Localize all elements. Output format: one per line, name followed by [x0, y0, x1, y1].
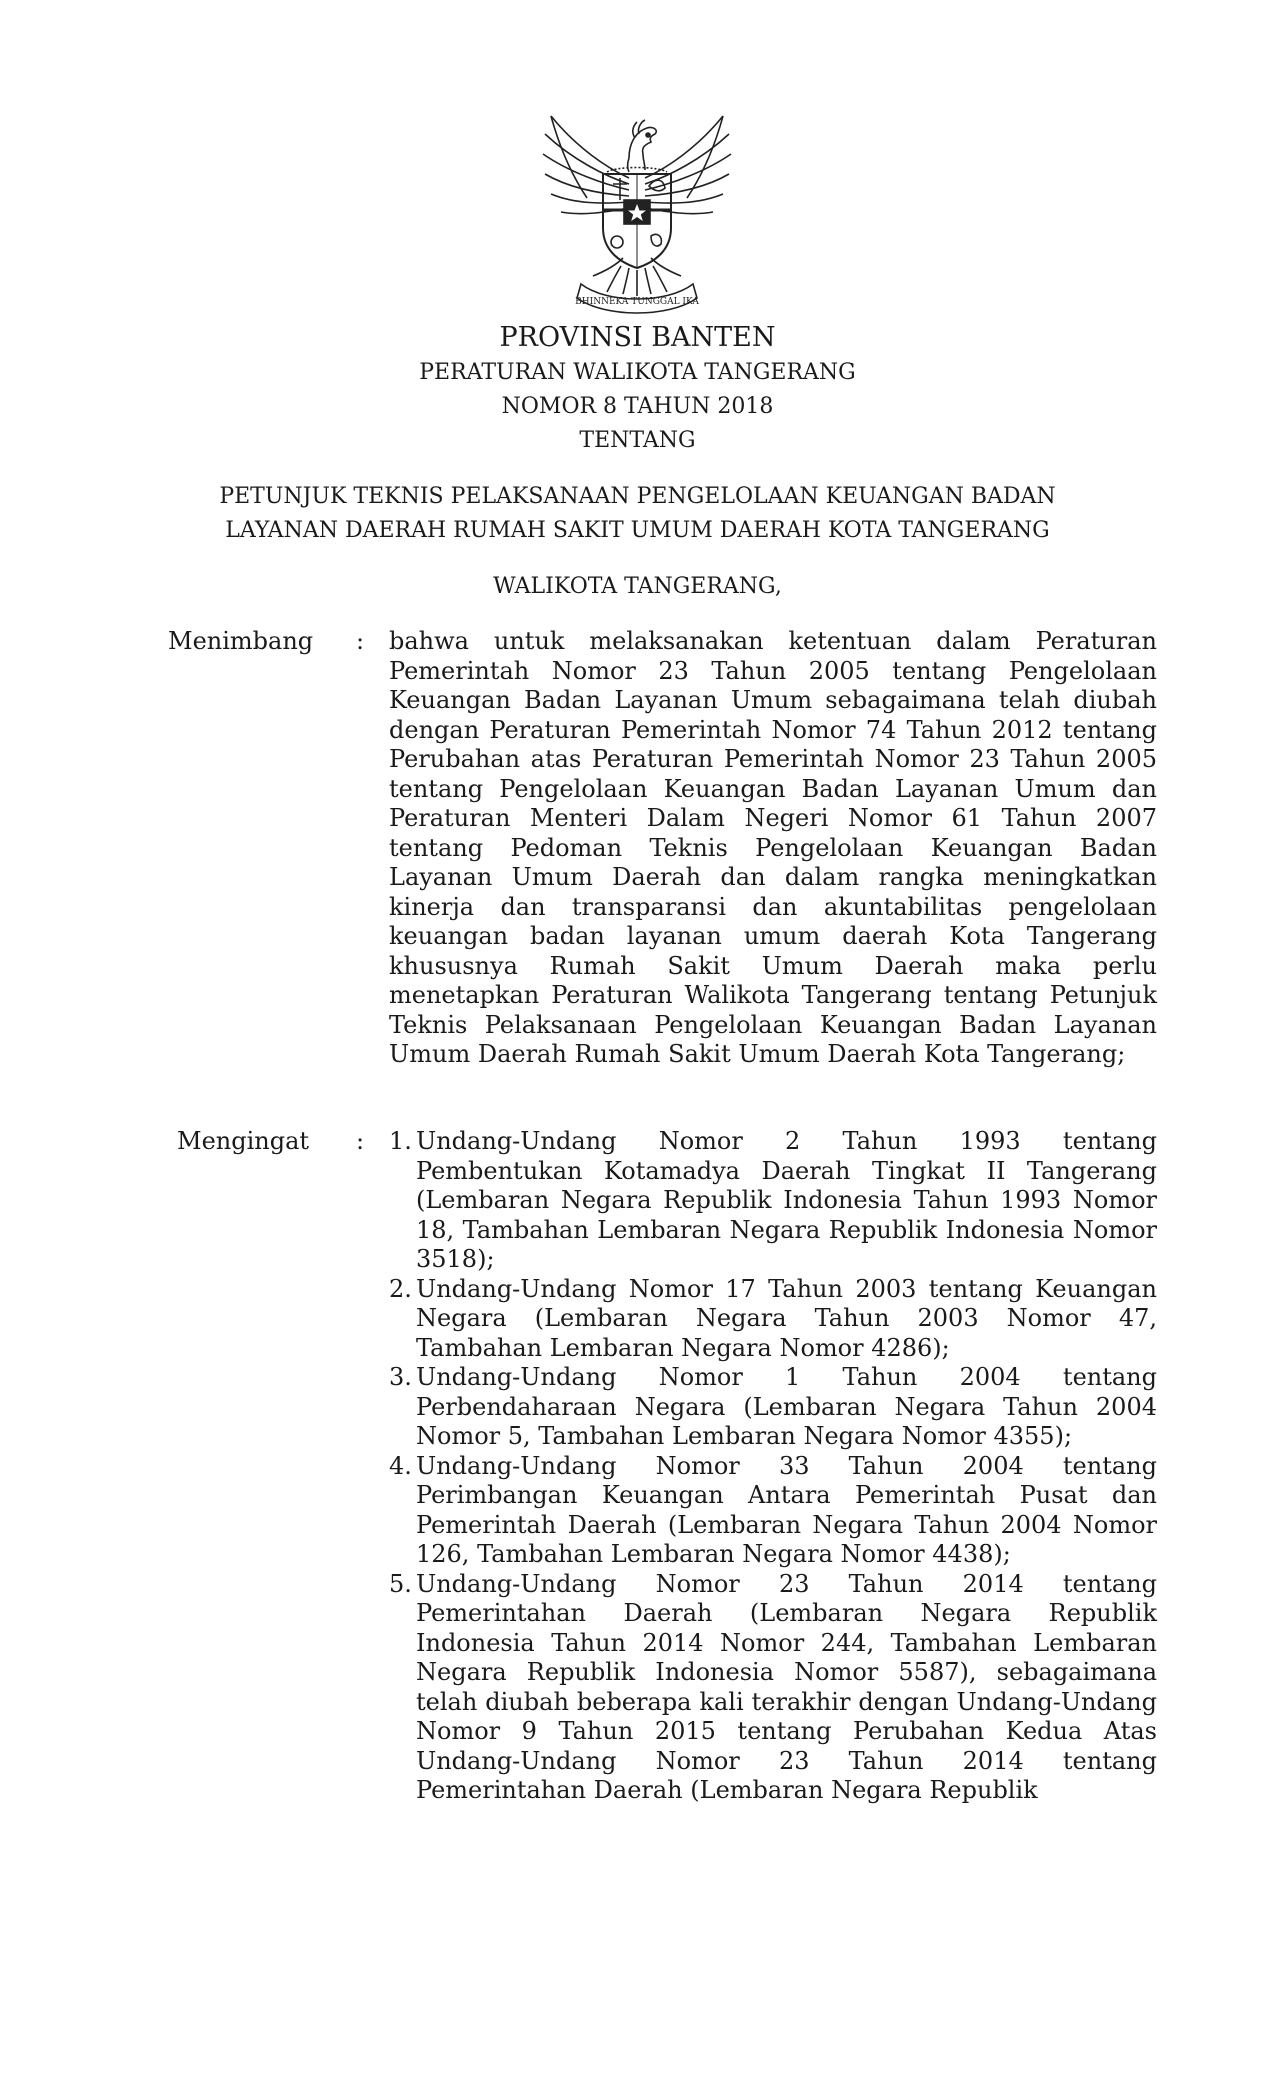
list-item-text: Undang-Undang Nomor 23 Tahun 2014 tentang Pemerintahan Daerah (Lembaran Negara Republik Indonesia Tahun 2014 Nomor 244, Tambahan Lembaran Negara Republik Indonesia Nomor 5587), sebagaimana telah diubah beberapa kali terakhir dengan Undang-Undang Nomor 9 Tahun 2015 tentang Perubahan Kedua Atas Undang-Undang Nomor 23 Tahun 2014 tentang Pemerintahan Daerah (Lembaran Negara Republik	[416, 1569, 1157, 1804]
menimbang-label: Menimbang	[168, 627, 314, 655]
regulation-number: NOMOR 8 TAHUN 2018	[501, 394, 774, 419]
regulation-subject-line-1: PETUNJUK TEKNIS PELAKSANAAN PENGELOLAAN KEUANGAN BADAN	[219, 484, 1056, 509]
emblem-motto: BHINNEKA TUNGGAL IKA	[575, 297, 699, 307]
mengingat-label: Mengingat	[177, 1127, 310, 1155]
list-item	[389, 1570, 1157, 1806]
list-item-number: 1.	[389, 1127, 412, 1155]
regulation-title: PERATURAN WALIKOTA TANGERANG	[419, 360, 856, 385]
list-item	[389, 1452, 1157, 1570]
list-item-number: 5.	[389, 1569, 412, 1598]
list-item-text: Undang-Undang Nomor 1 Tahun 2004 tentang Perbendaharaan Negara (Lembaran Negara Tahun 2004 Nomor 5, Tambahan Lembaran Negara Nomor 4355);	[416, 1363, 1157, 1450]
list-item-text: Undang-Undang Nomor 33 Tahun 2004 tentang Perimbangan Keuangan Antara Pemerintah Pusat dan Pemerintah Daerah (Lembaran Negara Tahun 2004 Nomor 126, Tambahan Lembaran Negara Nomor 4438);	[416, 1451, 1157, 1568]
list-item	[389, 1127, 1157, 1275]
list-item-number: 4.	[389, 1451, 412, 1480]
garuda-emblem-icon	[537, 108, 737, 318]
list-item-number: 2.	[389, 1274, 412, 1303]
list-item-text: Undang-Undang Nomor 17 Tahun 2003 tentang Keuangan Negara (Lembaran Negara Tahun 2003 Nomor 47, Tambahan Lembaran Negara Nomor 4286);	[416, 1274, 1157, 1362]
province-title: PROVINSI BANTEN	[499, 322, 776, 353]
list-item	[389, 1275, 1157, 1364]
mengingat-colon: :	[356, 1127, 365, 1155]
menimbang-text: bahwa untuk melaksanakan ketentuan dalam Peraturan Pemerintah Nomor 23 Tahun 2005 tentang Pengelolaan Keuangan Badan Layanan Umum sebagaimana telah diubah dengan Peraturan Pemerintah Nomor 74 Tahun 2012 tentang Perubahan atas Peraturan Pemerintah Nomor 23 Tahun 2005 tentang Pengelolaan Keuangan Badan Layanan Umum dan Peraturan Menteri Dalam Negeri Nomor 61 Tahun 2007 tentang Pedoman Teknis Pengelolaan Keuangan Badan Layanan Umum Daerah dan dalam rangka meningkatkan kinerja dan transparansi dan akuntabilitas pengelolaan keuangan badan layanan umum daerah Kota Tangerang khususnya Rumah Sakit Umum Daerah maka perlu menetapkan Peraturan Walikota Tangerang tentang Petunjuk Teknis Pelaksanaan Pengelolaan Keuangan Badan Layanan Umum Daerah Rumah Sakit Umum Daerah Kota Tangerang;	[389, 627, 1157, 1068]
list-item-number: 3.	[389, 1363, 412, 1391]
list-item	[389, 1363, 1157, 1452]
about-heading: TENTANG	[579, 428, 696, 453]
regulation-subject-line-2: LAYANAN DAERAH RUMAH SAKIT UMUM DAERAH KOTA TANGERANG	[225, 518, 1050, 543]
mengingat-list	[389, 1127, 1157, 1806]
list-item-text: Undang-Undang Nomor 2 Tahun 1993 tentang Pembentukan Kotamadya Daerah Tingkat II Tangerang (Lembaran Negara Republik Indonesia Tahun 1993 Nomor 18, Tambahan Lembaran Negara Republik Indonesia Nomor 3518);	[416, 1127, 1157, 1273]
menimbang-colon: :	[356, 627, 365, 655]
mayor-heading: WALIKOTA TANGERANG,	[493, 574, 782, 599]
